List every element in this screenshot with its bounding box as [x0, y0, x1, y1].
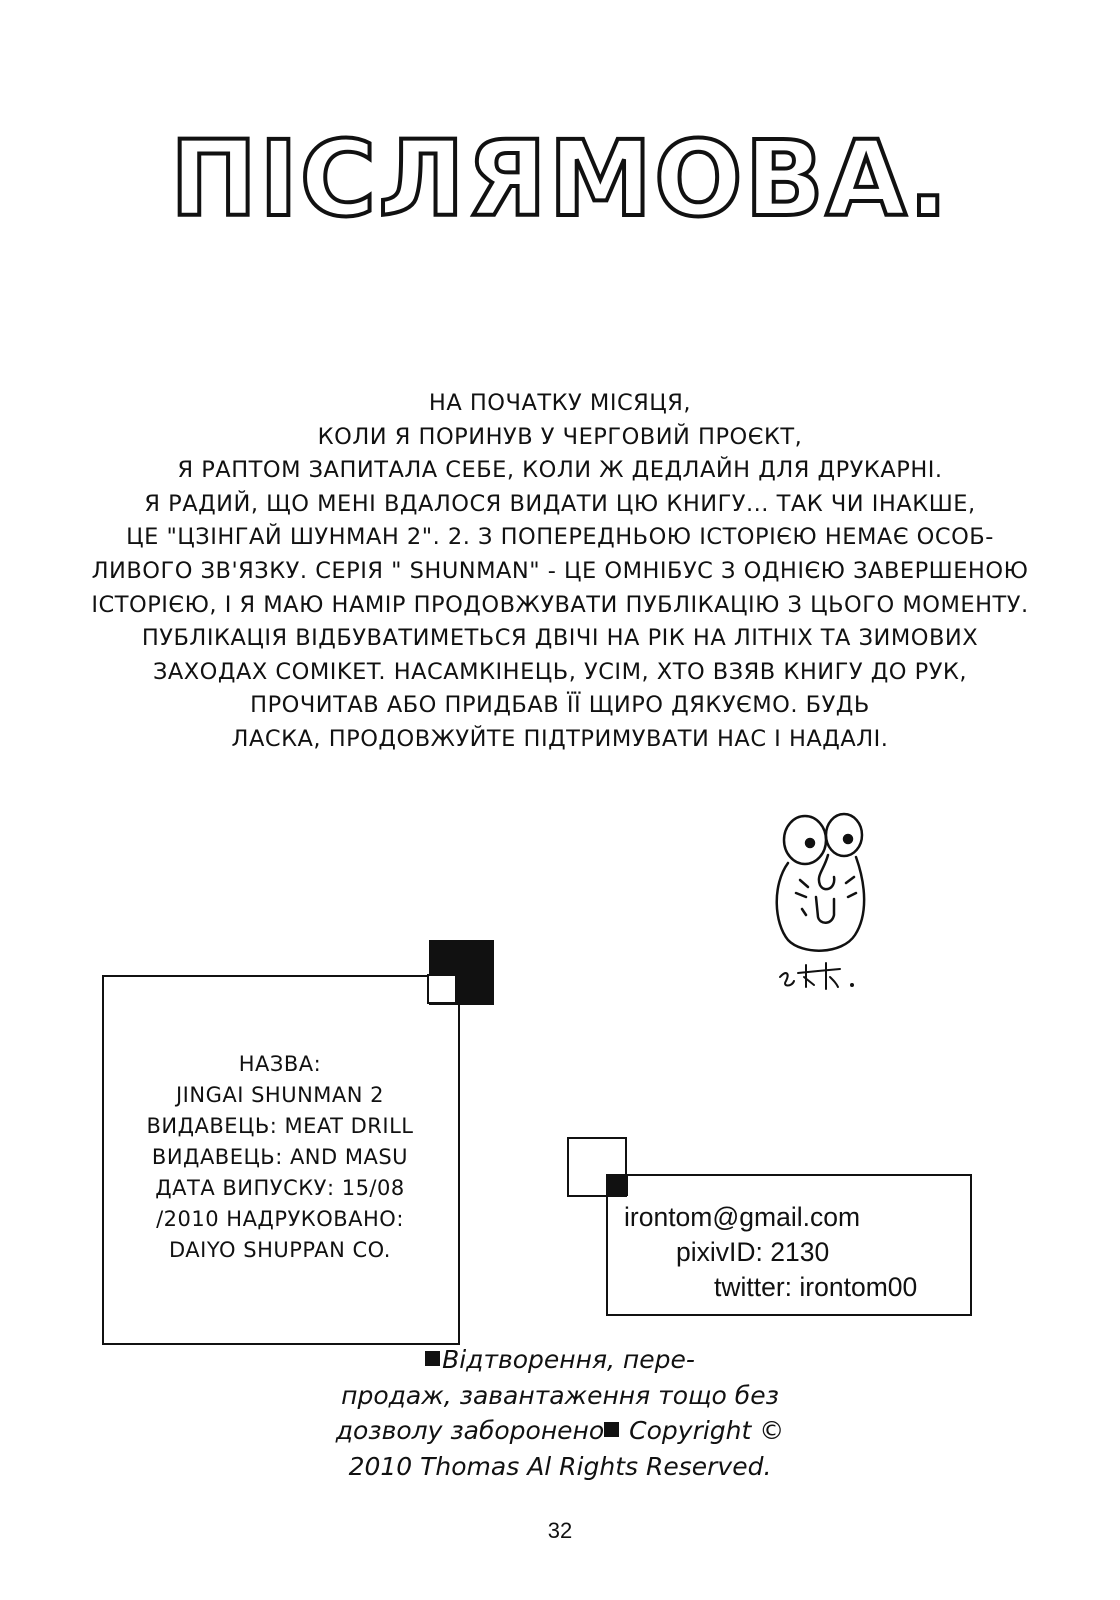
afterword-line: ЦЕ "ЦЗІНГАЙ ШУНМАН 2". 2. З ПОПЕРЕДНЬОЮ ІСТОРІЄЮ НЕМАЄ ОСОБ- — [126, 524, 994, 551]
afterword-line: ЛИВОГО ЗВ'ЯЗКУ. СЕРІЯ " SHUNMAN" - ЦЕ ОМНІБУС З ОДНІЄЮ ЗАВЕРШЕНОЮ — [91, 557, 1029, 584]
info-line: JINGAI SHUNMAN 2 — [175, 1083, 385, 1107]
rights-line: продаж, завантаження тощо без — [341, 1380, 779, 1410]
afterword-line: ПУБЛІКАЦІЯ ВІДБУВАТИМЕТЬСЯ ДВІЧІ НА РІК НА ЛІТНІХ ТА ЗИМОВИХ — [141, 625, 979, 652]
afterword-line: ЗАХОДАХ COMIKET. НАСАМКІНЕЦЬ, УСІМ, ХТО ВЗЯВ КНИГУ ДО РУК, — [152, 658, 968, 685]
info-line: DAIYO SHUPPAN CO. — [169, 1238, 391, 1262]
signature-text: と村. — [760, 805, 763, 806]
info-line: НАЗВА: — [238, 1052, 322, 1076]
afterword-line: КОЛИ Я ПОРИНУВ У ЧЕРГОВИЙ ПРОЄКТ, — [317, 423, 803, 450]
afterword-line: ЛАСКА, ПРОДОВЖУЙТЕ ПІДТРИМУВАТИ НАС І НАДАЛІ. — [231, 725, 889, 752]
afterword-line: ІСТОРІЄЮ, І Я МАЮ НАМІР ПРОДОВЖУВАТИ ПУБЛІКАЦІЮ З ЦЬОГО МОМЕНТУ. — [91, 591, 1029, 618]
info-line: ВИДАВЕЦЬ: AND MASU — [151, 1145, 409, 1169]
decorative-white-square — [427, 974, 457, 1004]
decorative-black-square — [606, 1174, 628, 1196]
afterword-line: Я РАДИЙ, ЩО МЕНІ ВДАЛОСЯ ВИДАТИ ЦЮ КНИГУ... ТАК ЧИ ІНАКШЕ, — [144, 490, 976, 517]
author-signature-drawing — [760, 805, 900, 995]
contact-pixiv: pixivID: 2130 — [676, 1237, 830, 1267]
info-line: ВИДАВЕЦЬ: MEAT DRILL — [146, 1114, 414, 1138]
info-line: ДАТА ВИПУСКУ: 15/08 — [155, 1176, 405, 1200]
afterword-text — [60, 387, 1060, 757]
afterword-line: НА ПОЧАТКУ МІСЯЦЯ, — [428, 390, 692, 416]
rights-line: Відтворення, пере- — [240, 1342, 880, 1378]
page-number: 32 — [547, 1518, 573, 1543]
contact-info — [610, 1200, 970, 1305]
afterword-line: ПРОЧИТАВ АБО ПРИДБАВ ЇЇ ЩИРО ДЯКУЄМО. БУДЬ — [250, 692, 870, 719]
black-square-bullet-icon — [425, 1351, 440, 1366]
rights-line: 2010 Thomas Al Rights Reserved. — [348, 1451, 772, 1481]
afterword-line: Я РАПТОМ ЗАПИТАЛА СЕБЕ, КОЛИ Ж ДЕДЛАЙН ДЛЯ ДРУКАРНІ. — [177, 457, 943, 484]
publication-info-text — [100, 1049, 460, 1266]
rights-line: дозволу заборонено Copyright © — [335, 1416, 785, 1445]
rights-notice — [240, 1342, 880, 1484]
info-line: /2010 НАДРУКОВАНО: — [156, 1207, 404, 1231]
black-square-bullet-icon — [604, 1422, 619, 1437]
page-title: ПІСЛЯМОВА. — [170, 118, 950, 240]
contact-email: irontom@gmail.com — [624, 1202, 861, 1232]
contact-twitter: twitter: irontom00 — [714, 1272, 918, 1302]
